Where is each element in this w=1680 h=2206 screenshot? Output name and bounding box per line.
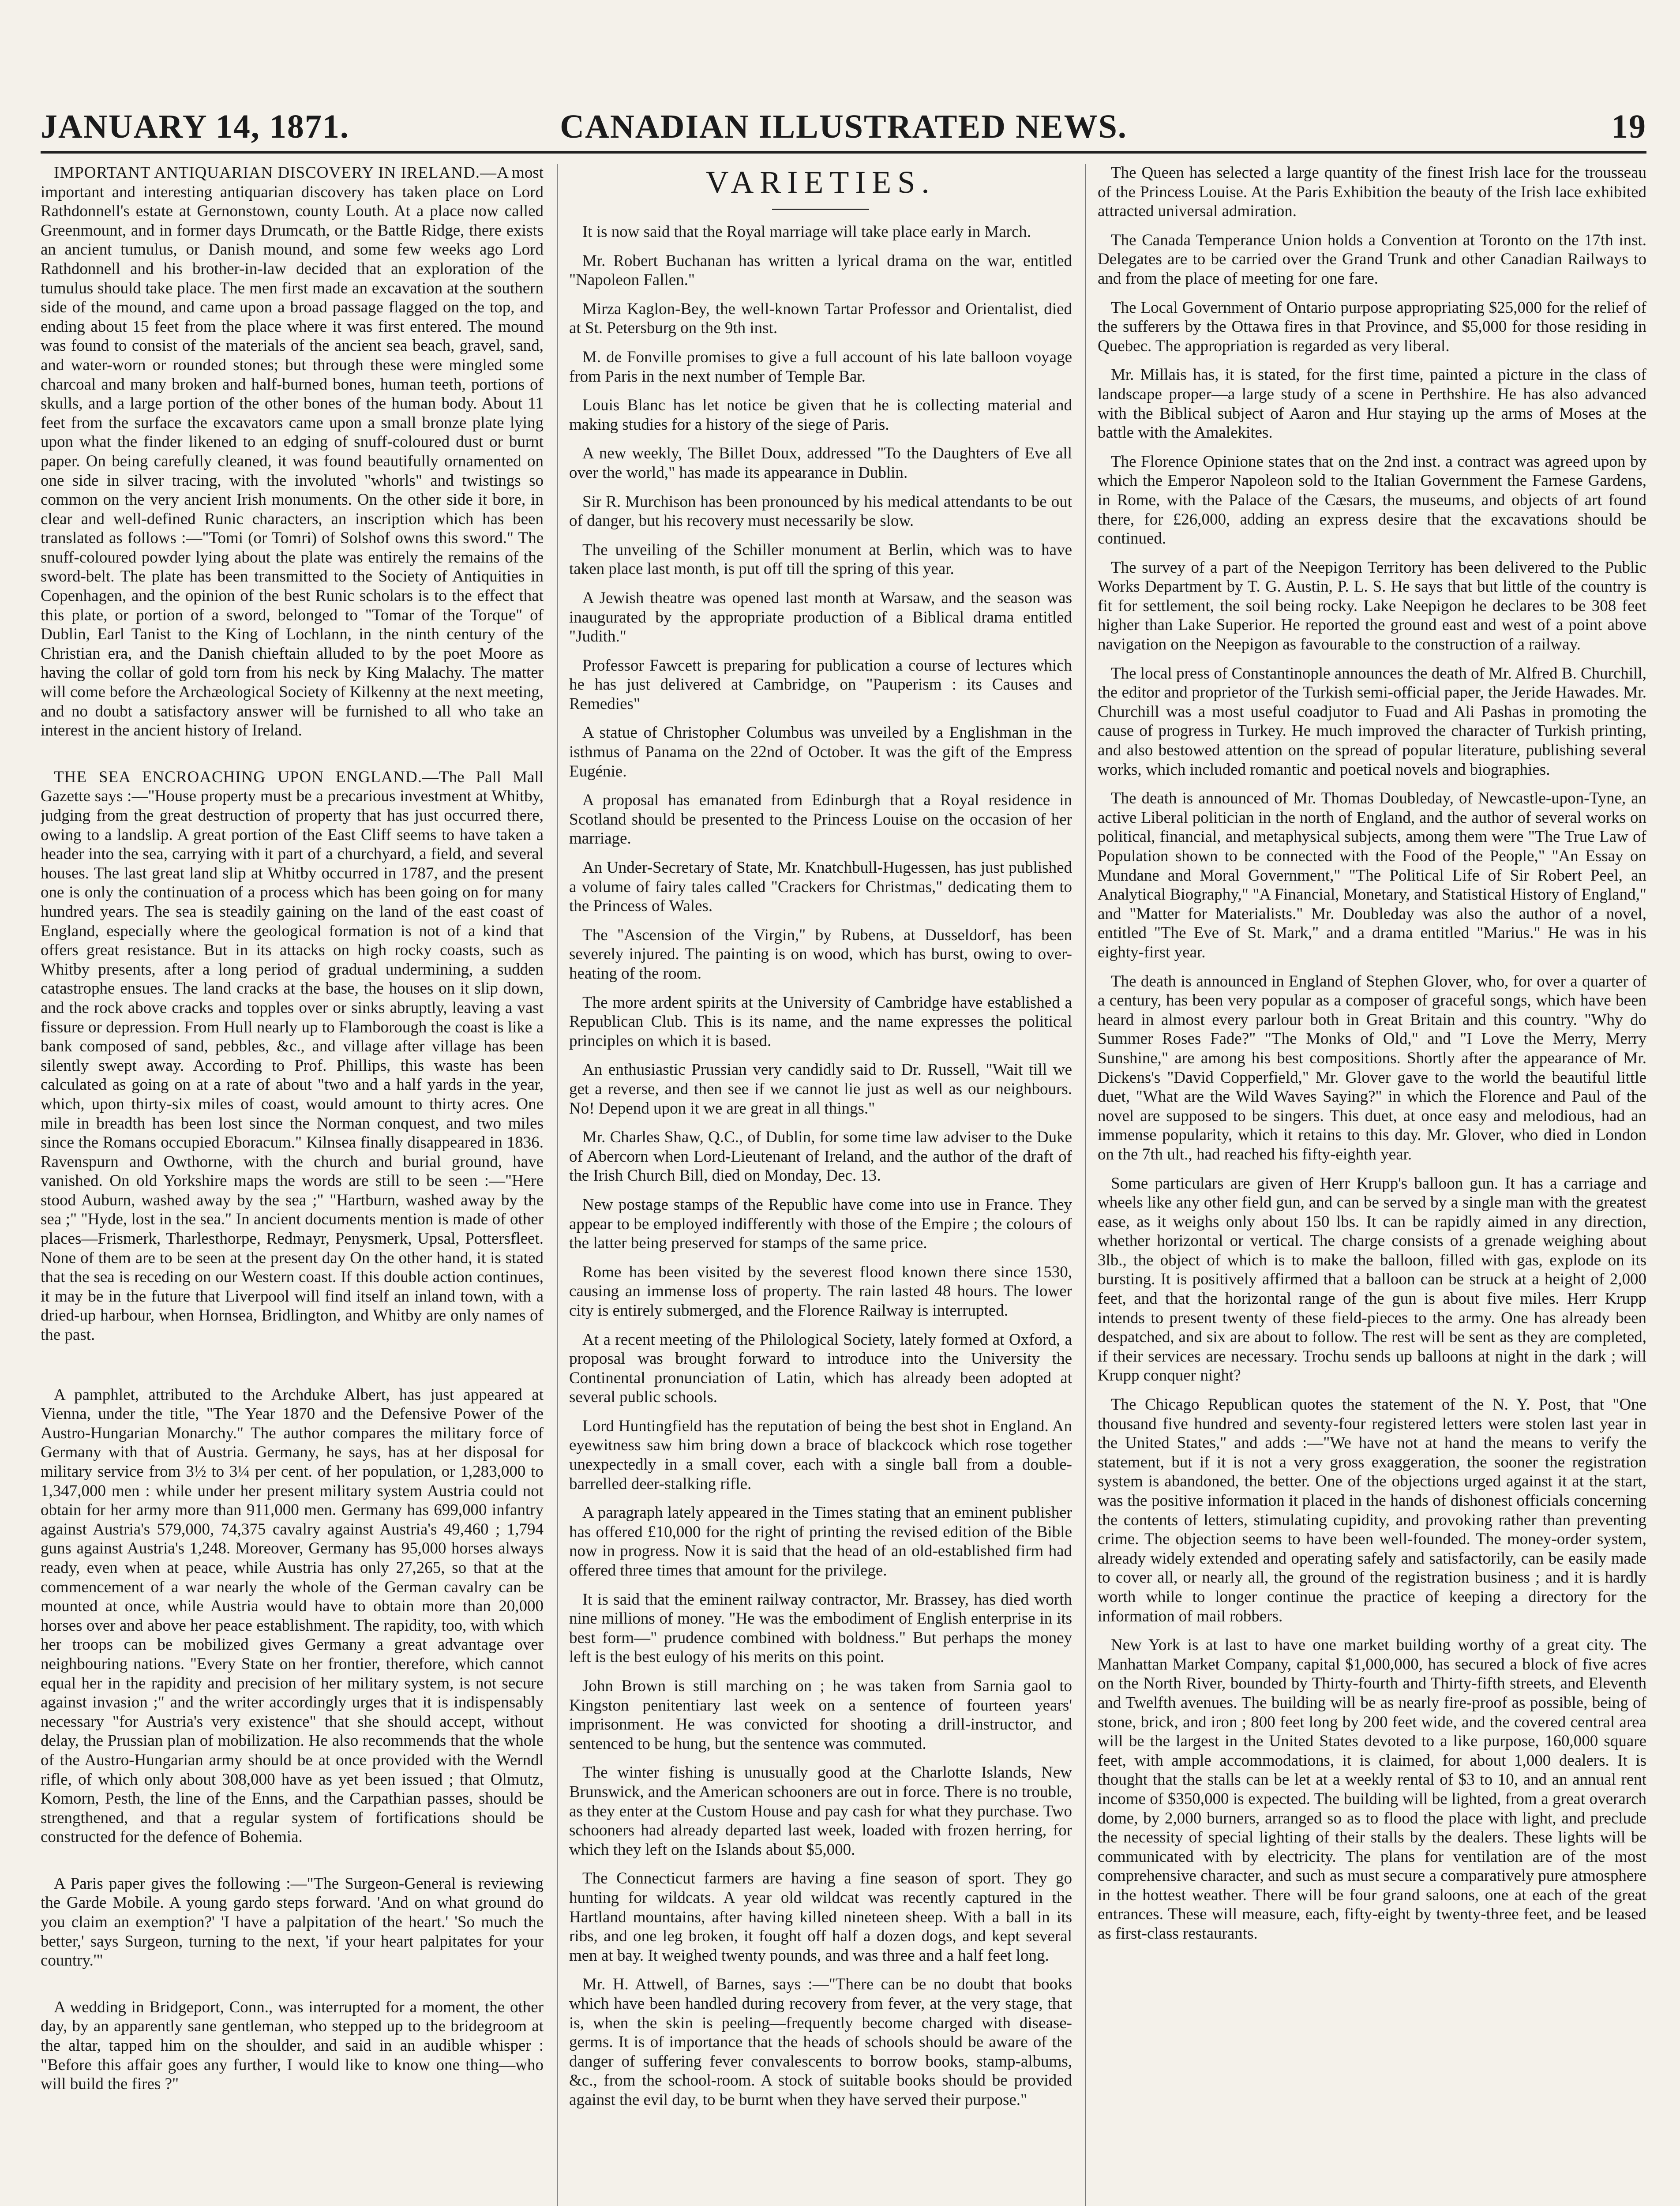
variety-item: The local press of Constantinople announces the death of Mr. Alfred B. Churchill, the editor and proprietor of the Turkish semi-official paper, the Jeride Hawades. Mr. Churchill was a most useful coadjutor to Fuad and Ali Pashas in promoting the cause of progress in Turkey. He much improved the character of Turkish printing, and also bestowed attention on the spread of popular literature, publishing several works, which included romantic and poetical novels and biographies. [1098,664,1646,779]
variety-item: Louis Blanc has let notice be given that he is collecting material and making studies for a history of the siege of Paris. [569,396,1072,434]
variety-item: An enthusiastic Prussian very candidly said to Dr. Russell, "Wait till we get a reverse, and then see if we cannot lie just as well as our neighbours. No! Depend upon it we are great in all things." [569,1061,1072,1118]
article-antiquarian [41,163,544,740]
column-middle [569,163,1072,2206]
variety-item: Mirza Kaglon-Bey, the well-known Tartar Professor and Orientalist, died at St. Petersburg on the 9th inst. [569,300,1072,338]
variety-item: Sir R. Murchison has been pronounced by his medical attendants to be out of danger, but his recovery must necessarily be slow. [569,492,1072,530]
variety-item: The unveiling of the Schiller monument at Berlin, which was to have taken place last month, is put off till the spring of this year. [569,540,1072,578]
column-right [1098,163,1646,2206]
column-rule-2 [1085,164,1086,2206]
variety-item: The "Ascension of the Virgin," by Rubens, at Dusseldorf, has been severely injured. The painting is on wood, which has burst, owing to over-heating of the room. [569,926,1072,983]
variety-item: It is said that the eminent railway contractor, Mr. Brassey, has died worth nine millions of money. "He was the embodiment of English enterprise in its best form—" prudence combined with boldness." But perhaps the money left is the best eulogy of his merits on this point. [569,1590,1072,1666]
page-number: 19 [1611,108,1646,145]
variety-item: New York is at last to have one market building worthy of a great city. The Manhattan Market Company, capital $1,000,000, has secured a block of five acres on the North River, bounded by Thirty-fourth and Thirty-fifth streets, and Eleventh and Twelfth avenues. The building will be as nearly fire-proof as possible, being of stone, brick, and iron ; 800 feet long by 200 feet wide, and the covered central area will be the largest in the United States devoted to a like purpose, 160,000 square feet, with ample accommodations, it is claimed, for about 1,000 dealers. It is thought that the stalls can be let at a weekly rental of $3 to 10, and an annual rent income of $350,000 is expected. The building will be lighted, from a great overarch dome, by 2,000 burners, arranged so as to flood the place with light, and preclude the necessity of special lighting of their stalls by the dealers. These lights will be communicated with by electricity. The plans for ventilation are of the most comprehensive character, and such as must secure a comparatively pure atmosphere in the hottest weather. There will be four grand saloons, one at each of the great entrances. These will measure, each, fifty-eight by twenty-three feet, and be leased as first-class restaurants. [1098,1636,1646,1943]
article-heading: THE SEA ENCROACHING UPON ENGLAND.— [54,768,439,786]
article-pamphlet: A pamphlet, attributed to the Archduke Albert, has just appeared at Vienna, under the title, "The Year 1870 and the Defensive Power of the Austro-Hungarian Monarchy." The author compares the military force of Germany with that of Austria. Germany, he says, has at her disposal for military service from 3½ to 3¼ per cent. of her population, or 1,283,000 to 1,347,000 men : while under her present military system Austria could not obtain for her army more than 911,000 men. Germany has 699,000 infantry against Austria's 579,000, 74,375 cavalry against Austria's 49,460 ; 1,794 guns against Austria's 1,248. Moreover, Germany has 95,000 horses always ready, even when at peace, while Austria has only 27,265, so that at the commencement of a war nearly the whole of the German cavalry can be mounted at once, while Austria would have to obtain more than 20,000 horses over and above her peace establishment. The rapidity, too, with which her troops can be mobilized gives Germany a great advantage over neighbouring nations. "Every State on her frontier, therefore, which cannot equal her in the rapidity and precision of her military system, is not secure against invasion ;" and the writer accordingly urges that it is indispensably necessary "for Austria's very existence" that she should accept, without delay, the Prussian plan of mobilization. He also recommends that the whole of the Austro-Hungarian army should be at once provided with the Werndl rifle, of which only about 308,000 have as yet been issued ; that Olmutz, Komorn, Pesth, the line of the Enns, and the Carpathian passes, should be strengthened, and that a regular system of fortifications should be constructed for the defence of Bohemia. [41,1385,544,1846]
variety-item: The survey of a part of the Neepigon Territory has been delivered to the Public Works Department by T. G. Austin, P. L. S. He says that but little of the country is fit for settlement, the soil being rocky. Lake Neepigon he declares to be 308 feet higher than Lake Superior. He reported the ground east and west of a point above navigation on the Neepigon as favourable to the construction of a railway. [1098,558,1646,654]
heading-rule [772,209,869,210]
article-paris-paper: A Paris paper gives the following :—"The Surgeon-General is reviewing the Garde Mobile. A young gardo steps forward. 'And on what ground do you claim an exemption?' 'I have a palpitation of the heart.' 'So much the better,' says Surgeon, turning to the next, 'if your heart palpitates for your country.'" [41,1874,544,1970]
variety-item: A Jewish theatre was opened last month at Warsaw, and the season was inaugurated by the appropriate production of a Biblical drama entitled "Judith." [569,589,1072,646]
variety-item: It is now said that the Royal marriage will take place early in March. [582,223,1031,241]
variety-item: Mr. Charles Shaw, Q.C., of Dublin, for some time law adviser to the Duke of Abercorn when Lord-Lieutenant of Ireland, and the author of the draft of the Irish Church Bill, died on Monday, Dec. 13. [569,1128,1072,1185]
variety-item: The winter fishing is unusually good at the Charlotte Islands, New Brunswick, and the American schooners are out in force. There is no trouble, as they enter at the Custom House and pay cash for what they purchase. Two schooners had already departed last week, loaded with frozen herring, for which they left on the Islands about $5,000. [569,1763,1072,1859]
issue-date: JANUARY 14, 1871. [41,108,349,145]
article-wedding: A wedding in Bridgeport, Conn., was interrupted for a moment, the other day, by an apparently sane gentleman, who stepped up to the bridegroom at the altar, tapped him on the shoulder, and said in an audible whisper : "Before this affair goes any further, I would like to know one thing—who will build the fires ?" [41,1998,544,2093]
column-rule-1 [557,164,558,2206]
variety-item: A new weekly, The Billet Doux, addressed "To the Daughters of Eve all over the world," has made its appearance in Dublin. [569,444,1072,482]
variety-item: The death is announced in England of Stephen Glover, who, for over a quarter of a century, has been very popular as a composer of graceful songs, which have been heard in almost every parlour both in Great Britain and this country. "Why do Summer Roses Fade?" "The Monks of Old," and "I Love the Merry, Merry Sunshine," are among his best compositions. Shortly after the appearance of Mr. Dickens's "David Copperfield," Mr. Glover gave to the world the beautiful little duet, "What are the Wild Waves Saying?" in which the Florence and Paul of the novel are supposed to be singers. This duet, at once easy and melodious, had an immense popularity, which it retains to this day. Mr. Glover, who died in London on the 7th ult., had reached his fifty-eighth year. [1098,972,1646,1163]
variety-item: A paragraph lately appeared in the Times stating that an eminent publisher has offered £10,000 for the right of printing the revised edition of the Bible now in progress. Now it is said that the head of an old-established firm had offered three times that amount for the privilege. [569,1504,1072,1580]
variety-item: The death is announced of Mr. Thomas Doubleday, of Newcastle-upon-Tyne, an active Liberal politician in the north of England, and the author of several works on political, financial, and metaphysical subjects, among them were "The True Law of Population shown to be connected with the Food of the People," "An Essay on Mundane and Moral Government," "The Political Life of Sir Robert Peel, an Analytical Biography," "A Financial, Monetary, and Statistical History of England," and "Matter for Materialists." Mr. Doubleday was also the author of a novel, entitled "The Eve of St. Mark," and a drama entitled "Marius." He was in his eighty-first year. [1098,789,1646,961]
variety-item: The Local Government of Ontario purpose appropriating $25,000 for the relief of the sufferers by the Ottawa fires in that Province, and $5,000 for those residing in Quebec. The appropriation is regarded as very liberal. [1098,298,1646,355]
variety-item: The Queen has selected a large quantity of the finest Irish lace for the trousseau of the Princess Louise. At the Paris Exhibition the beauty of the Irish lace exhibited attracted universal admiration. [1098,164,1646,221]
page-header [41,105,1646,154]
variety-item: Professor Fawcett is preparing for publication a course of lectures which he has just delivered at Cambridge, on "Pauperism : its Causes and Remedies" [569,656,1072,713]
variety-item: Mr. H. Attwell, of Barnes, says :—"There can be no doubt that books which have been handled during recovery from fever, at the very stage, that is, when the skin is peeling—frequently become charged with disease-germs. It is of importance that the heads of schools should be aware of the danger of suffering fever convalescents to borrow books, stamp-albums, &c., from the school-room. A stock of suitable books should be provided against the evil day, to be burnt when they have served their purpose." [569,1975,1072,2109]
variety-item: The Chicago Republican quotes the statement of the N. Y. Post, that "One thousand five hundred and seventy-four registered letters were stolen last year in the United States," and adds :—"We have not at hand the means to verify the statement, but if it is not a very gross exaggeration, the sooner the registration system is abandoned, the better. One of the objections urged against it at the start, was the positive information it placed in the hands of dishonest officials concerning the contents of letters, stimulating cupidity, and provoking rather than preventing crime. The objection seems to have been well-founded. The money-order system, already widely extended and operating safely and satisfactorily, can be easily made to cover all, or nearly all, the ground of the registration business ; and it is hardly worth while to longer continue the practice of keeping a directory for the information of mail robbers. [1098,1396,1646,1625]
variety-item: The Florence Opinione states that on the 2nd inst. a contract was agreed upon by which the Emperor Napoleon sold to the Italian Government the Farnese Gardens, in Rome, with the Palace of the Cæsars, the museums, and objects of art found there, for £26,000, adding an express desire that the excavations should be continued. [1098,452,1646,548]
variety-item: Some particulars are given of Herr Krupp's balloon gun. It has a carriage and wheels like any other field gun, and can be served by a single man with the greatest ease, as it weighs only about 150 lbs. It can be rapidly aimed in any direction, whether horizontal or vertical. The charge consists of a grenade weighing about 3lb., the object of which is to make the balloon, filled with gas, explode on its bursting. It is positively affirmed that a balloon can be struck at a height of 2,000 feet, and that the horizontal range of the gun is about five miles. Herr Krupp intends to present twenty of these field-pieces to the army. One has already been despatched, and six are about to follow. The rest will be sent as they are completed, if their services are necessary. Trochu sends up balloons at night in the dark ; will Krupp conquer night? [1098,1174,1646,1385]
article-heading: IMPORTANT ANTIQUARIAN DISCOVERY IN IRELAND.— [54,164,497,182]
newspaper-title: CANADIAN ILLUSTRATED NEWS. [560,108,1127,145]
variety-item: A proposal has emanated from Edinburgh that a Royal residence in Scotland should be presented to the Princess Louise on the occasion of her marriage. [569,791,1072,848]
variety-item: Lord Huntingfield has the reputation of being the best shot in England. An eyewitness saw him bring down a brace of blackcock which rose together unexpectedly in a small cover, each with a single ball from a double-barrelled deer-stalking rifle. [569,1417,1072,1493]
variety-item: The Canada Temperance Union holds a Convention at Toronto on the 17th inst. Delegates are to be carried over the Grand Trunk and other Canadian Railways to and from the place of meeting for one fare. [1098,231,1646,288]
article-body: The Pall Mall Gazette says :—"House property must be a precarious investment at Whitby, judging from the great destruction of property that has just occurred there, owing to a landslip. A great portion of the East Cliff seems to have taken a header into the sea, carrying with it part of a churchyard, a field, and several houses. The last great land slip at Whitby occurred in 1787, and the present one is only the continuation of a process which has been going on for many hundred years. The sea is steadily gaining on the land of the east coast of England, especially where the geological formation is not of a kind that offers great resistance. But in its attacks on high rocky coasts, such as Whitby presents, after a long period of gradual undermining, a sudden catastrophe ensues. The land cracks at the base, the houses on it slip down, and the rock above cracks and topples over or sinks abruptly, leaving a vast fissure or depression. From Hull nearly up to Flamborough the coast is like a bank composed of sand, pebbles, &c., and village after village has been silently swept away. According to Prof. Phillips, this waste has been calculated as going on at a rate of about "two and a half yards in the year, which, upon thirty-six miles of coast, would amount to thirty acres. One mile in breadth has been lost since the Norman conquest, and two miles since the Romans occupied Eboracum." Kilnsea finally disappeared in 1836. Ravenspurn and Owthorne, with the church and burial ground, have vanished. On old Yorkshire maps the words are still to be seen :—"Here stood Auburn, washed away by the sea ;" "Hartburn, washed away by the sea ;" "Hyde, lost in the sea." In ancient documents mention is made of other places—Frismerk, Tharlesthorpe, Redmayr, Penysmerk, Upsal, Pottersfleet. None of them are to be seen at the present day On the other hand, it is stated that the sea is receding on our Western coast. If this double action continues, it may be in the future that Liverpool will find itself an inland town, with a dried-up harbour, when Hornsea, Bridlington, and Whitby are only names of the past. [41,768,544,1344]
variety-item: The more ardent spirits at the University of Cambridge have established a Republican Club. This is its name, and the name expresses the political principles on which it is based. [569,993,1072,1050]
variety-item: A statue of Christopher Columbus was unveiled by a Englishman in the isthmus of Panama on the 22nd of October. It was the gift of the Empress Eugénie. [569,724,1072,780]
article-sea-encroaching [41,768,544,1345]
variety-item: New postage stamps of the Republic have come into use in France. They appear to be employed indifferently with those of the Empire ; the colours of the latter being preserved for stamps of the same price. [569,1195,1072,1253]
variety-item: Rome has been visited by the severest flood known there since 1530, causing an immense loss of property. The rain lasted 48 hours. The lower city is entirely submerged, and the Florence Railway is interrupted. [569,1263,1072,1320]
variety-item: Mr. Millais has, it is stated, for the first time, painted a picture in the class of landscape proper—a large study of a scene in Perthshire. He has also advanced with the Biblical subject of Aaron and Hur staying up the arms of Moses at the battle with the Amalekites. [1098,366,1646,442]
column-left [41,163,544,2206]
article-body: A most important and interesting antiquarian discovery has taken place on Lord Rathdonnell's estate at Gernonstown, county Louth. At a place now called Greenmount, and in former days Drumcath, or the Battle Ridge, there exists an ancient tumulus, or Danish mound, and some few weeks ago Lord Rathdonnell and his brother-in-law decided that an exploration of the tumulus should take place. The men first made an excavation at the southern side of the mound, and came upon a broad passage flagged on the top, and ending about 15 feet from the place where it was first entered. The mound was found to consist of the materials of the ancient sea beach, gravel, sand, and water-worn or rounded stones; but through these were mingled some charcoal and many broken and half-burned bones, human teeth, portions of skulls, and a large portion of the other bones of the human body. About 11 feet from the surface the excavators came upon a small bronze plate lying upon what the finder likened to an edging of snuff-coloured dust or burnt paper. On being carefully cleaned, it was found beautifully ornamented on one side in silver tracing, with the involuted "whorls" and twistings so common on the very ancient Irish monuments. On the other side it bore, in clear and well-defined Runic characters, an inscription which has been translated as follows :—"Tomi (or Tomri) of Solshof owns this sword." The snuff-coloured powder lying about the plate was entirely the remains of the sword-belt. The plate has been transmitted to the Society of Antiquities in Copenhagen, and the opinion of the best Runic scholars is to the effect that this plate, or portion of a sword, belonged to "Tomar of the Torque" of Dublin, Earl Tanist to the King of Lochlann, in the ninth century of the Christian era, and the Danish chieftain alluded to by the poet Moore as having the collar of gold torn from his neck by King Malachy. The matter will come before the Archæological Society of Kilkenny at the next meeting, and no doubt a satisfactory answer will be furnished to all who take an interest in the ancient history of Ireland. [41,164,544,740]
variety-item: The Connecticut farmers are having a fine season of sport. They go hunting for wildcats. A year old wildcat was recently captured in the Hartland mountains, after having killed nineteen sheep. With a ball in its ribs, and one leg broken, it fought off half a dozen dogs, and kept several men at bay. It weighed twenty pounds, and was three and a half feet long. [569,1869,1072,1965]
variety-item: M. de Fonville promises to give a full account of his late balloon voyage from Paris in the next number of Temple Bar. [569,348,1072,386]
variety-item: Mr. Robert Buchanan has written a lyrical drama on the war, entitled "Napoleon Fallen." [569,251,1072,289]
variety-item: An Under-Secretary of State, Mr. Knatchbull-Hugessen, has just published a volume of fairy tales called "Crackers for Christmas," dedicating them to the Princess of Wales. [569,859,1072,915]
variety-item: At a recent meeting of the Philological Society, lately formed at Oxford, a proposal was brought forward to introduce into the University the Continental pronunciation of Latin, which has already been adopted at several public schools. [569,1330,1072,1407]
varieties-heading: VARIETIES. [705,165,936,200]
variety-item: John Brown is still marching on ; he was taken from Sarnia gaol to Kingston penitentiary last week on a sentence of fourteen years' imprisonment. He was convicted for shooting a drill-instructor, and sentenced to be hung, but the sentence was commuted. [569,1677,1072,1753]
